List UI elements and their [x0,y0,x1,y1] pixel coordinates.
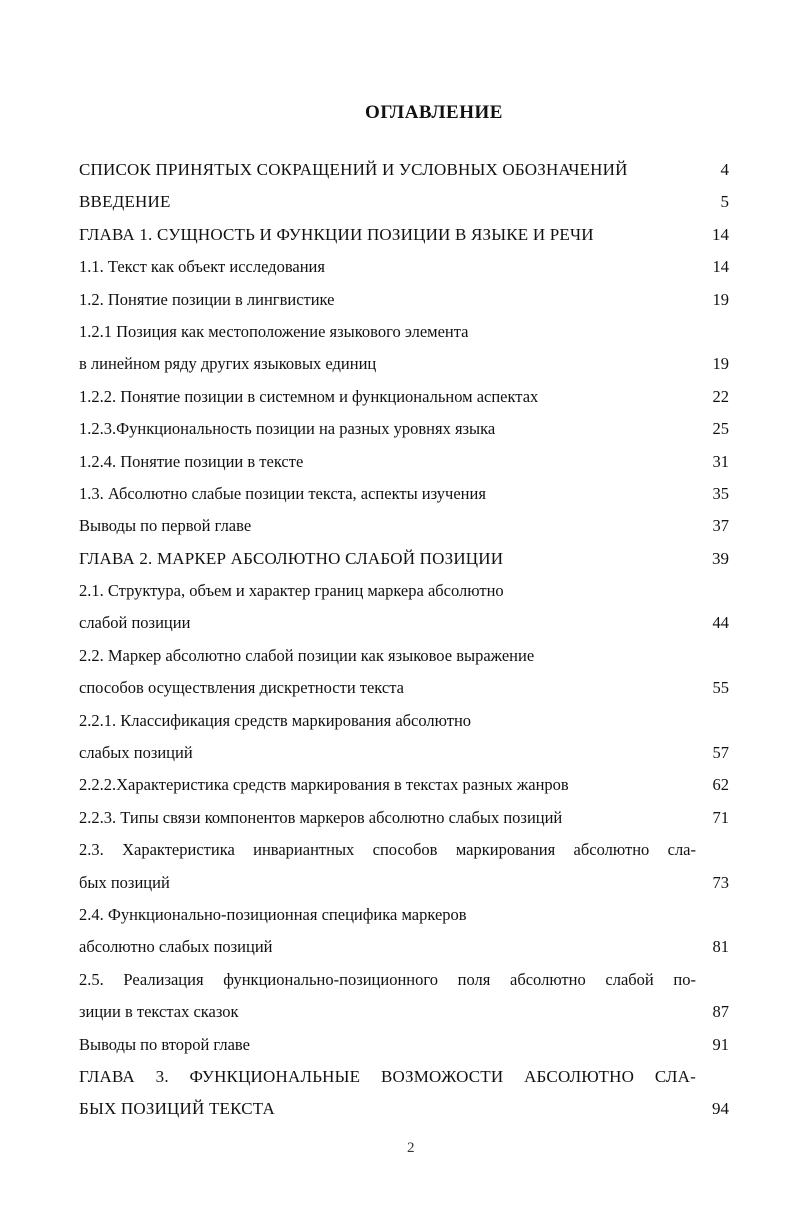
toc-entry-text: 2.5. Реализация функционально-позиционного поля абсолютно слабой по- [79,969,696,989]
toc-entry-text: 1.2.3.Функциональность позиции на разных уровнях языка [79,419,496,439]
toc-entry [79,316,729,348]
toc-entry-page: 87 [712,1002,729,1022]
toc-entry [79,640,729,672]
toc-entry [79,251,729,283]
toc-entry-page: 57 [712,743,729,763]
toc-entry [79,705,729,737]
toc-entry-text: слабых позиций [79,743,193,763]
toc-entry-text: 1.1. Текст как объект исследования [79,257,325,277]
toc-entry-page: 91 [712,1034,729,1054]
toc-entry-page: 81 [712,937,729,957]
toc-entry [79,575,729,607]
toc-entry-page: 5 [720,192,729,212]
toc-entry [79,1029,729,1061]
toc-entry-text: Выводы по первой главе [79,516,252,536]
toc-entry-text: 2.3. Характеристика инвариантных способов маркирования абсолютно сла- [79,840,696,860]
page-title: ОГЛАВЛЕНИЕ [365,102,503,123]
toc-entry-text: зиции в текстах сказок [79,1002,239,1022]
toc-entry [79,964,729,996]
toc-entry-text: 2.2. Маркер абсолютно слабой позиции как языковое выражение [79,645,535,665]
toc-entry-text: слабой позиции [79,613,191,633]
toc-entry-page: 22 [712,386,729,406]
toc-entry [79,737,729,769]
toc-entry-text: ВВЕДЕНИЕ [79,192,171,212]
toc-entry [79,607,729,639]
toc-entry-page: 25 [712,419,729,439]
page-number: 2 [407,1140,415,1156]
toc-entry-page: 14 [712,224,729,244]
toc-entry [79,543,729,575]
toc-entry-page: 73 [712,872,729,892]
toc-entry-text: Выводы по второй главе [79,1034,250,1054]
toc-entry [79,931,729,963]
toc-entry-text: 2.2.2.Характеристика средств маркирования в текстах разных жанров [79,775,569,795]
toc-entry [79,186,729,218]
toc-entry-page: 39 [712,548,729,568]
toc-entry-page: 35 [712,483,729,503]
toc-entry-text: 1.3. Абсолютно слабые позиции текста, аспекты изучения [79,483,486,503]
toc-entry [79,899,729,931]
toc-entry [79,413,729,445]
table-of-contents [79,154,729,1126]
toc-entry [79,834,729,866]
toc-entry [79,219,729,251]
toc-entry-page: 19 [712,354,729,374]
toc-entry [79,446,729,478]
toc-entry-text: абсолютно слабых позиций [79,937,273,957]
toc-entry-text: бых позиций [79,872,170,892]
toc-entry-page: 62 [712,775,729,795]
toc-entry-text: 2.1. Структура, объем и характер границ маркера абсолютно [79,581,504,601]
toc-entry [79,478,729,510]
toc-entry-page: 44 [712,613,729,633]
toc-entry [79,802,729,834]
toc-entry [79,510,729,542]
toc-entry-text: 1.2.4. Понятие позиции в тексте [79,451,304,471]
toc-entry-page: 4 [720,160,729,179]
toc-entry-text: ГЛАВА 1. СУЩНОСТЬ И ФУНКЦИИ ПОЗИЦИИ В ЯЗЫКЕ И РЕЧИ [79,224,594,244]
toc-entry [79,769,729,801]
toc-entry-text: в линейном ряду других языковых единиц [79,354,377,374]
toc-entry-page: 94 [712,1099,729,1119]
toc-entry [79,1061,729,1093]
toc-entry-text: 1.2.2. Понятие позиции в системном и функциональном аспектах [79,386,539,406]
toc-entry-text: БЫХ ПОЗИЦИЙ ТЕКСТА [79,1099,275,1119]
toc-entry-text: 1.2. Понятие позиции в лингвистике [79,289,335,309]
toc-entry-page: 37 [712,516,729,536]
toc-entry [79,996,729,1028]
toc-entry-page: 55 [712,678,729,698]
toc-entry-text: способов осуществления дискретности текста [79,678,404,698]
toc-entry [79,348,729,380]
toc-entry-page: 71 [712,807,729,827]
toc-entry [79,284,729,316]
toc-entry-text: СПИСОК ПРИНЯТЫХ СОКРАЩЕНИЙ И УСЛОВНЫХ ОБОЗНАЧЕНИЙ [79,160,628,179]
toc-entry-text: ГЛАВА 2. МАРКЕР АБСОЛЮТНО СЛАБОЙ ПОЗИЦИИ [79,548,504,568]
toc-entry [79,381,729,413]
toc-entry-text: ГЛАВА 3. ФУНКЦИОНАЛЬНЫЕ ВОЗМОЖОСТИ АБСОЛЮТНО СЛА- [79,1066,696,1086]
toc-entry-page: 14 [712,257,729,277]
toc-entry-page: 19 [712,289,729,309]
toc-entry [79,867,729,899]
toc-entry-text: 2.2.1. Классификация средств маркирования абсолютно [79,710,472,730]
toc-entry-text: 1.2.1 Позиция как местоположение языкового элемента [79,321,469,341]
toc-entry [79,672,729,704]
toc-entry [79,154,729,186]
toc-entry-text: 2.4. Функционально-позиционная специфика маркеров [79,904,467,924]
toc-entry [79,1093,729,1125]
toc-entry-text: 2.2.3. Типы связи компонентов маркеров абсолютно слабых позиций [79,807,563,827]
toc-entry-page: 31 [712,451,729,471]
